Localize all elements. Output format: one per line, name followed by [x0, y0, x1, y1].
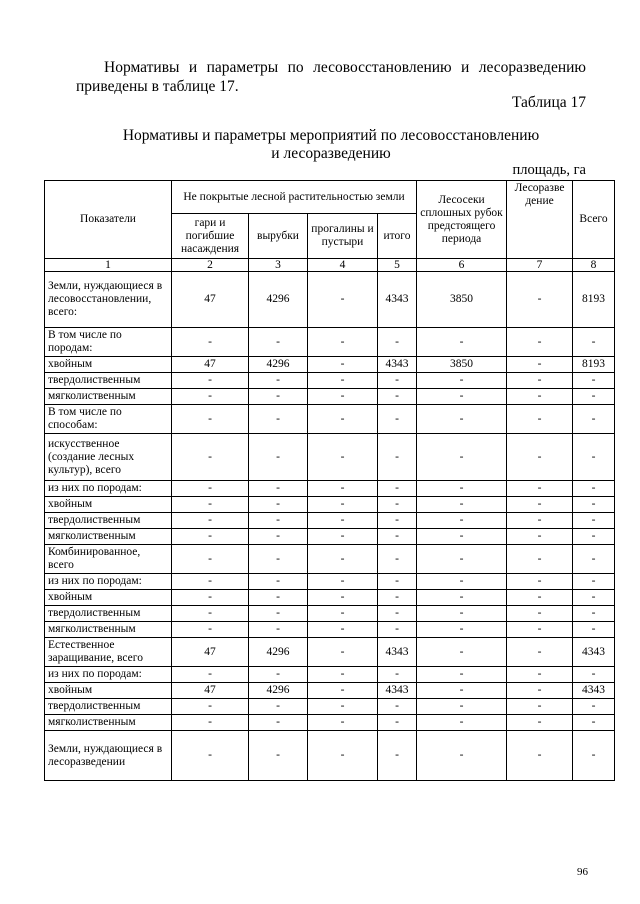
row-value: - [308, 699, 378, 715]
row-label: В том числе по породам: [45, 328, 172, 357]
row-value: 47 [172, 357, 249, 373]
row-value: 3850 [417, 357, 507, 373]
row-value: - [172, 373, 249, 389]
row-value: - [308, 590, 378, 606]
row-value: - [308, 357, 378, 373]
page-number: 96 [577, 866, 588, 878]
row-value: - [573, 590, 615, 606]
table-row [45, 683, 615, 699]
row-value: - [378, 513, 417, 529]
row-value: - [573, 513, 615, 529]
row-value: - [417, 590, 507, 606]
row-value: - [378, 590, 417, 606]
row-value: - [308, 574, 378, 590]
units-label: площадь, га [512, 162, 586, 178]
table-row [45, 389, 615, 405]
row-label: хвойным [45, 357, 172, 373]
row-value: - [308, 434, 378, 481]
row-value: - [308, 638, 378, 667]
row-value: - [417, 638, 507, 667]
row-value: - [378, 497, 417, 513]
row-value: - [573, 731, 615, 781]
row-value: - [507, 405, 573, 434]
row-value: - [172, 667, 249, 683]
row-value: 4343 [378, 357, 417, 373]
row-value: - [573, 622, 615, 638]
row-value: - [172, 405, 249, 434]
table-row [45, 606, 615, 622]
row-value: 4296 [249, 638, 308, 667]
row-label: твердолиственным [45, 699, 172, 715]
row-value: - [507, 497, 573, 513]
row-value: - [417, 715, 507, 731]
row-value: - [417, 373, 507, 389]
row-value: - [308, 405, 378, 434]
row-value: - [308, 481, 378, 497]
row-label: твердолиственным [45, 606, 172, 622]
header-afforestation: Лесоразве дение [507, 181, 573, 259]
row-value: - [249, 545, 308, 574]
row-value: - [249, 373, 308, 389]
row-value: - [507, 328, 573, 357]
row-value: - [172, 513, 249, 529]
row-value: - [249, 389, 308, 405]
row-value: - [573, 699, 615, 715]
row-label: В том числе по способам: [45, 405, 172, 434]
table-row [45, 529, 615, 545]
row-value: - [172, 606, 249, 622]
table-title-line-2: и лесоразведению [271, 145, 391, 162]
row-value: - [573, 715, 615, 731]
row-value: - [249, 667, 308, 683]
table-row [45, 574, 615, 590]
row-value: 47 [172, 638, 249, 667]
table-row [45, 328, 615, 357]
row-value: - [507, 699, 573, 715]
row-value: - [507, 590, 573, 606]
row-value: - [308, 622, 378, 638]
row-value: - [573, 545, 615, 574]
column-number: 3 [249, 259, 308, 272]
row-value: 4343 [378, 638, 417, 667]
row-value: - [573, 481, 615, 497]
row-value: - [308, 513, 378, 529]
row-value: - [417, 667, 507, 683]
table-row [45, 405, 615, 434]
header-glades: прогалины и пустыри [308, 214, 378, 259]
row-value: - [308, 373, 378, 389]
row-value: - [573, 328, 615, 357]
row-value: - [507, 574, 573, 590]
row-value: - [417, 699, 507, 715]
row-value: - [417, 434, 507, 481]
row-value: - [507, 683, 573, 699]
column-number: 1 [45, 259, 172, 272]
row-value: - [378, 699, 417, 715]
row-value: - [507, 272, 573, 328]
row-value: - [308, 272, 378, 328]
row-value: - [417, 574, 507, 590]
row-label: искусственное (создание лесных культур), всего [45, 434, 172, 481]
row-value: - [417, 481, 507, 497]
row-label: твердолиственным [45, 373, 172, 389]
row-label: хвойным [45, 683, 172, 699]
row-value: - [249, 731, 308, 781]
row-value: 4296 [249, 357, 308, 373]
row-value: - [378, 405, 417, 434]
row-value: - [249, 405, 308, 434]
row-value: 47 [172, 272, 249, 328]
row-value: - [249, 497, 308, 513]
row-value: - [249, 481, 308, 497]
row-value: - [507, 513, 573, 529]
row-value: - [308, 328, 378, 357]
row-label: Комбинированное, всего [45, 545, 172, 574]
row-value: - [507, 715, 573, 731]
row-value: - [507, 667, 573, 683]
row-value: - [172, 328, 249, 357]
column-number: 2 [172, 259, 249, 272]
row-value: - [573, 529, 615, 545]
row-value: 8193 [573, 357, 615, 373]
row-value: - [172, 731, 249, 781]
row-value: - [378, 545, 417, 574]
header-subtotal: итого [378, 214, 417, 259]
row-label: хвойным [45, 590, 172, 606]
row-value: - [378, 328, 417, 357]
row-value: - [308, 731, 378, 781]
row-value: - [573, 373, 615, 389]
table-body [45, 272, 615, 781]
row-value: 8193 [573, 272, 615, 328]
row-value: - [172, 590, 249, 606]
table-row [45, 373, 615, 389]
column-numbers-row [45, 259, 615, 272]
row-value: - [378, 481, 417, 497]
table-row [45, 667, 615, 683]
row-value: - [507, 622, 573, 638]
table-row [45, 622, 615, 638]
row-value: - [573, 405, 615, 434]
row-value: - [507, 731, 573, 781]
row-value: - [308, 606, 378, 622]
header-burned: гари и погибшие насаждения [172, 214, 249, 259]
row-label: Земли, нуждающиеся в лесовосстановлении, всего: [45, 272, 172, 328]
row-value: - [573, 574, 615, 590]
row-value: - [172, 574, 249, 590]
table-row [45, 497, 615, 513]
row-value: - [172, 529, 249, 545]
row-value: - [249, 529, 308, 545]
row-value: - [417, 731, 507, 781]
row-value: - [249, 434, 308, 481]
row-value: - [378, 667, 417, 683]
row-value: - [507, 545, 573, 574]
table-number: Таблица 17 [511, 94, 586, 111]
row-label: хвойным [45, 497, 172, 513]
row-value: 4296 [249, 272, 308, 328]
row-label: Естественное заращивание, всего [45, 638, 172, 667]
row-value: - [507, 481, 573, 497]
row-value: - [417, 545, 507, 574]
row-label: мягколиственным [45, 715, 172, 731]
row-value: 4343 [378, 683, 417, 699]
header-total: Всего [573, 181, 615, 259]
row-value: 4343 [378, 272, 417, 328]
row-value: - [417, 405, 507, 434]
table-row [45, 545, 615, 574]
row-value: - [249, 328, 308, 357]
row-value: - [417, 683, 507, 699]
table-title-line-1: Нормативы и параметры мероприятий по лесовосстановлению [122, 127, 540, 144]
table-row [45, 481, 615, 497]
header-clearings: вырубки [249, 214, 308, 259]
column-number: 6 [417, 259, 507, 272]
row-value: - [378, 715, 417, 731]
row-value: - [308, 545, 378, 574]
row-value: - [573, 389, 615, 405]
column-number: 8 [573, 259, 615, 272]
row-value: - [308, 715, 378, 731]
row-value: - [573, 667, 615, 683]
norms-table [44, 180, 615, 781]
row-value: - [507, 638, 573, 667]
row-value: - [308, 529, 378, 545]
table-row [45, 715, 615, 731]
row-label: Земли, нуждающиеся в лесоразведении [45, 731, 172, 781]
row-value: - [507, 529, 573, 545]
table-row [45, 590, 615, 606]
column-number: 4 [308, 259, 378, 272]
row-value: 4343 [573, 638, 615, 667]
row-value: - [172, 715, 249, 731]
column-number: 7 [507, 259, 573, 272]
row-value: - [573, 606, 615, 622]
row-value: - [417, 389, 507, 405]
row-value: - [378, 731, 417, 781]
row-value: - [378, 606, 417, 622]
row-value: - [172, 622, 249, 638]
intro-paragraph: Нормативы и параметры по лесовосстановлению и лесоразведению приведены в таблице 17. [76, 59, 586, 95]
row-value: - [378, 529, 417, 545]
row-value: - [573, 434, 615, 481]
row-value: - [417, 622, 507, 638]
row-value: - [507, 434, 573, 481]
row-value: - [417, 606, 507, 622]
row-value: - [172, 481, 249, 497]
table-row [45, 513, 615, 529]
row-label: мягколиственным [45, 622, 172, 638]
row-value: - [249, 590, 308, 606]
row-value: - [507, 357, 573, 373]
table-row [45, 638, 615, 667]
row-value: - [507, 373, 573, 389]
row-value: 4343 [573, 683, 615, 699]
row-value: - [172, 497, 249, 513]
table-row [45, 731, 615, 781]
row-label: твердолиственным [45, 513, 172, 529]
row-value: - [172, 699, 249, 715]
column-number: 5 [378, 259, 417, 272]
row-value: - [378, 373, 417, 389]
row-value: - [417, 529, 507, 545]
row-value: - [249, 715, 308, 731]
row-value: - [249, 513, 308, 529]
row-label: мягколиственным [45, 389, 172, 405]
row-label: из них по породам: [45, 667, 172, 683]
row-label: из них по породам: [45, 574, 172, 590]
row-value: - [308, 683, 378, 699]
row-value: - [308, 389, 378, 405]
row-value: 47 [172, 683, 249, 699]
row-value: - [172, 545, 249, 574]
row-label: из них по породам: [45, 481, 172, 497]
table-row [45, 434, 615, 481]
row-value: - [378, 389, 417, 405]
row-value: - [378, 622, 417, 638]
row-label: мягколиственным [45, 529, 172, 545]
header-indicators: Показатели [45, 181, 172, 259]
row-value: - [573, 497, 615, 513]
row-value: - [308, 667, 378, 683]
row-value: - [417, 328, 507, 357]
row-value: - [249, 606, 308, 622]
table-row [45, 272, 615, 328]
row-value: - [249, 574, 308, 590]
row-value: - [308, 497, 378, 513]
row-value: - [378, 434, 417, 481]
row-value: - [507, 606, 573, 622]
row-value: 4296 [249, 683, 308, 699]
header-not-covered: Не покрытые лесной растительностью земли [172, 181, 417, 214]
header-cutting-areas: Лесосеки сплошных рубок предстоящего периода [417, 181, 507, 259]
table-row [45, 699, 615, 715]
row-value: - [378, 574, 417, 590]
row-value: - [172, 434, 249, 481]
row-value: - [417, 513, 507, 529]
table-title [76, 127, 586, 163]
row-value: 3850 [417, 272, 507, 328]
table-row [45, 357, 615, 373]
row-value: - [249, 622, 308, 638]
row-value: - [417, 497, 507, 513]
row-value: - [172, 389, 249, 405]
header-row-1 [45, 181, 615, 214]
row-value: - [507, 389, 573, 405]
row-value: - [249, 699, 308, 715]
